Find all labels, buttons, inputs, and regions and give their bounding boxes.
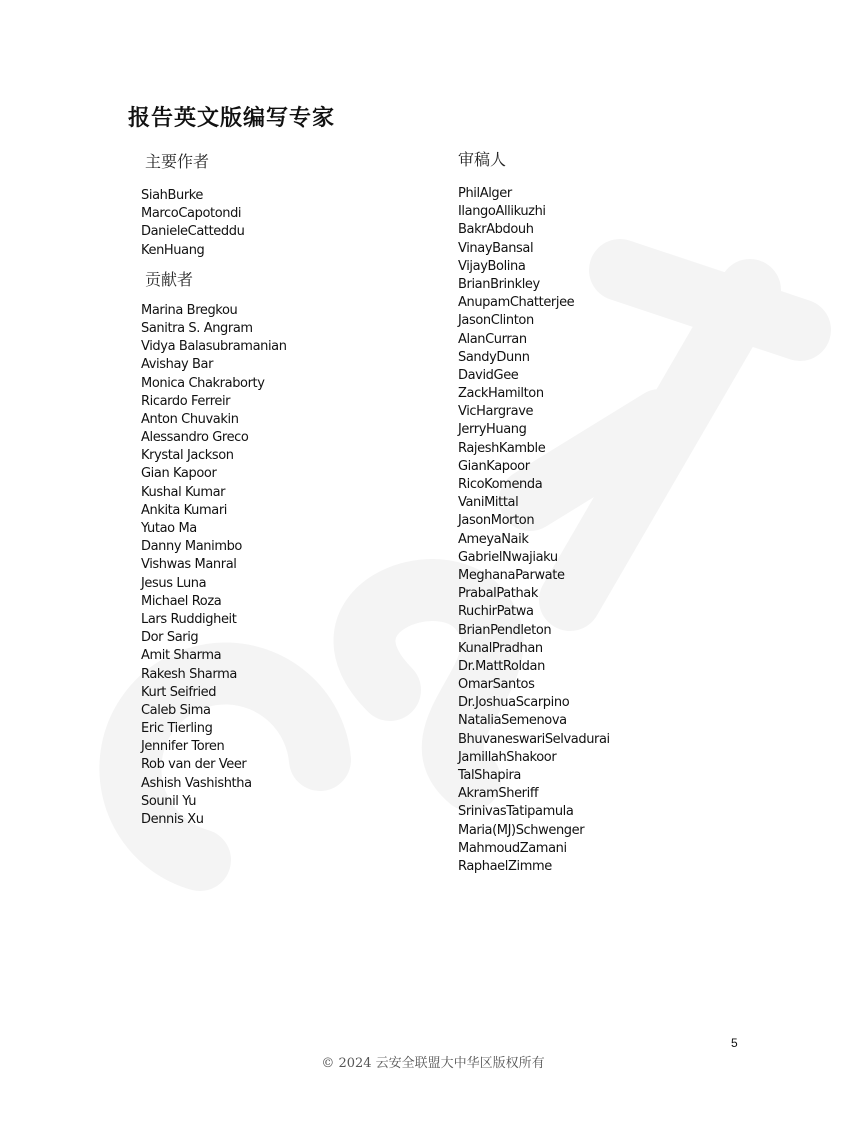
reviewer-name: JasonMorton	[458, 513, 535, 529]
contributor-name: Rakesh Sharma	[141, 666, 237, 682]
copyright-footer: © 2024 云安全联盟大中华区版权所有	[321, 1056, 545, 1071]
reviewer-name: VaniMittal	[458, 495, 519, 511]
contributor-name: Eric Tierling	[141, 721, 213, 737]
contributor-name: Rob van der Veer	[141, 757, 247, 773]
contributor-name: Dennis Xu	[141, 812, 204, 827]
page-number: 5	[731, 1036, 738, 1050]
contributor-name: Marina Bregkou	[141, 302, 238, 318]
contributor-name: Avishay Bar	[141, 357, 214, 373]
contributor-name: Caleb Sima	[141, 702, 211, 718]
reviewer-name: PrabalPathak	[458, 586, 539, 602]
reviewer-name: RaphaelZimme	[458, 858, 552, 874]
contributor-name: Vidya Balasubramanian	[141, 339, 287, 355]
reviewer-name: BrianPendleton	[458, 622, 552, 638]
reviewer-name: RuchirPatwa	[458, 604, 534, 620]
contributor-name: Jennifer Toren	[141, 739, 225, 755]
reviewer-name: KunalPradhan	[458, 640, 543, 656]
reviewer-name: AnupamChatterjee	[458, 295, 575, 311]
reviewer-name: DavidGee	[458, 367, 519, 383]
reviewer-name: MahmoudZamani	[458, 840, 567, 856]
reviewer-name: AlanCurran	[458, 331, 527, 347]
contributor-name: Amit Sharma	[141, 648, 222, 664]
reviewer-name: VijayBolina	[458, 258, 526, 274]
contributors-heading: 贡献者	[145, 269, 194, 289]
reviewer-name: JasonClinton	[458, 313, 534, 329]
author-name: MarcoCapotondi	[141, 206, 242, 222]
reviewer-name: MeghanaParwate	[458, 567, 565, 583]
reviewer-name: GianKapoor	[458, 458, 530, 474]
reviewer-name: BhuvaneswariSelvadurai	[458, 731, 610, 747]
author-name: KenHuang	[141, 242, 205, 258]
contributor-name: Gian Kapoor	[141, 466, 217, 482]
contributor-name: Vishwas Manral	[141, 557, 237, 573]
contributor-name: Jesus Luna	[141, 575, 207, 591]
contributor-name: Sanitra S. Angram	[141, 320, 253, 336]
reviewer-name: ZackHamilton	[458, 386, 544, 402]
reviewer-name: BakrAbdouh	[458, 222, 534, 238]
reviewer-name: OmarSantos	[458, 677, 535, 693]
contributor-name: Monica Chakraborty	[141, 375, 265, 391]
contributor-name: Yutao Ma	[141, 521, 197, 536]
page-title: 报告英文版编写专家	[128, 106, 336, 131]
reviewer-name: Dr.MattRoldan	[458, 658, 545, 674]
reviewer-name: JerryHuang	[458, 422, 527, 438]
reviewer-name: TalShapira	[458, 768, 521, 783]
right-column	[458, 148, 758, 876]
contributor-name: Alessandro Greco	[141, 430, 249, 446]
contributor-name: Sounil Yu	[141, 793, 197, 809]
reviewer-name: SrinivasTatipamula	[458, 804, 574, 820]
reviewers-list	[458, 185, 758, 876]
author-name: SiahBurke	[141, 188, 204, 203]
contributor-name: Anton Chuvakin	[141, 411, 239, 427]
contributor-name: Lars Ruddigheit	[141, 611, 237, 627]
contributor-name: Ricardo Ferreir	[141, 393, 231, 409]
contributor-name: Ashish Vashishtha	[141, 775, 252, 791]
reviewer-name: VinayBansal	[458, 240, 534, 256]
reviewer-name: VicHargrave	[458, 404, 534, 420]
reviewer-name: SandyDunn	[458, 349, 530, 365]
reviewer-name: Maria(MJ)Schwenger	[458, 822, 585, 838]
contributor-name: Danny Manimbo	[141, 539, 242, 555]
reviewer-name: GabrielNwajiaku	[458, 549, 558, 565]
contributor-name: Kurt Seifried	[141, 684, 217, 700]
contributor-name: Krystal Jackson	[141, 448, 234, 464]
reviewer-name: IlangoAllikuzhi	[458, 204, 546, 220]
reviewer-name: AmeyaNaik	[458, 531, 529, 547]
reviewer-name: NataliaSemenova	[458, 713, 567, 729]
reviewer-name: Dr.JoshuaScarpino	[458, 695, 570, 711]
reviewers-heading: 审稿人	[458, 150, 507, 169]
reviewer-name: PhilAlger	[458, 186, 512, 201]
contributor-name: Dor Sarig	[141, 630, 199, 646]
reviewer-name: BrianBrinkley	[458, 276, 540, 292]
reviewer-name: RajeshKamble	[458, 440, 546, 456]
contributor-name: Kushal Kumar	[141, 484, 226, 500]
authors-list	[141, 187, 441, 260]
author-name: DanieleCatteddu	[141, 224, 245, 240]
reviewer-name: JamillahShakoor	[458, 749, 557, 765]
authors-heading: 主要作者	[145, 152, 210, 171]
contributors-list	[141, 302, 441, 829]
contributor-name: Michael Roza	[141, 593, 222, 609]
contributor-name: Ankita Kumari	[141, 502, 227, 518]
reviewer-name: RicoKomenda	[458, 477, 543, 492]
reviewer-name: AkramSheriff	[458, 786, 539, 802]
left-column	[141, 150, 441, 829]
